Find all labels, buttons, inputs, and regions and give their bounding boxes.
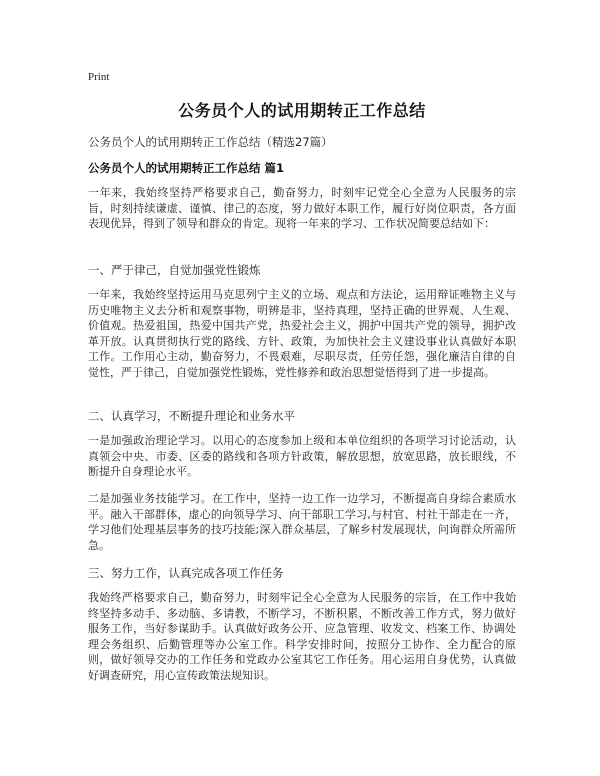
paragraph-skill-study: 二是加强业务技能学习。在工作中，坚持一边工作一边学习，不断提高自身综合素质水平。融入干部群体，虚心的向领导学习、向干部职工学习,与村官、村社干部走在一齐，学习他们处理基层事务的技巧技能;深入群众基层，了解乡村发展现状，问询群众所需所急。 <box>88 492 516 552</box>
heading-study: 二、认真学习，不断提升理论和业务水平 <box>88 409 295 423</box>
section-title: 公务员个人的试用期转正工作总结 篇1 <box>88 161 285 175</box>
paragraph-self-discipline: 一年来，我始终坚持运用马克思列宁主义的立场、观点和方法论，运用辩证唯物主义与历史唯物主义去分析和观察事物，明辨是非，坚持真理，坚持正确的世界观、人生观、价值观。热爱祖国，热爱中国共产党，热爱社会主义，拥护中国共产党的领导，拥护改革开放。认真贯彻执行党的路线、方针、政策，为加快社会主义建设事业认真做好本职工作。工作用心主动，勤奋努力，不畏艰难，尽职尽责，任劳任怨，强化廉洁自律的自觉性，严于律己，自觉加强党性锻炼，党性修养和政治思想觉悟得到了进一步提高。 <box>88 288 516 379</box>
paragraph-political-study: 一是加强政治理论学习。以用心的态度参加上级和本单位组织的各项学习讨论活动，认真领会中央、市委、区委的路线和各项方针政策，解放思想，放宽思路，放长眼线，不断提升自身理论水平。 <box>88 434 516 478</box>
paragraph-work: 我始终严格要求自己，勤奋努力，时刻牢记全心全意为人民服务的宗旨，在工作中我始终坚持多动手、多动脑、多请教，不断学习，不断积累，不断改善工作方式，努力做好服务工作，当好参谋助手。认真做好政务公开、应急管理、收发文、档案工作、协调处理会务组织、后勤管理等办公室工作。科学安排时间，按照分工协作、全力配合的原则，做好领导交办的工作任务和党政办公室其它工作任务。用心运用自身优势，认真做好调查研究，用心宣传政策法规知识。 <box>88 591 516 682</box>
paragraph-intro: 一年来，我始终坚持严格要求自己，勤奋努力，时刻牢记党全心全意为人民服务的宗旨，时刻持续谦虚、谨慎、律己的态度，努力做好本职工作，履行好岗位职责，各方面表现优异，得到了领导和群众的肯定。现将一年来的学习、工作状况简要总结如下： <box>88 186 516 230</box>
print-link[interactable]: Print <box>88 71 110 83</box>
document-subtitle: 公务员个人的试用期转正工作总结（精选27篇） <box>88 135 333 149</box>
page-title: 公务员个人的试用期转正工作总结 <box>178 101 426 120</box>
heading-self-discipline: 一、严于律己，自觉加强党性锻炼 <box>88 263 261 277</box>
heading-work: 三、努力工作，认真完成各项工作任务 <box>88 566 284 580</box>
